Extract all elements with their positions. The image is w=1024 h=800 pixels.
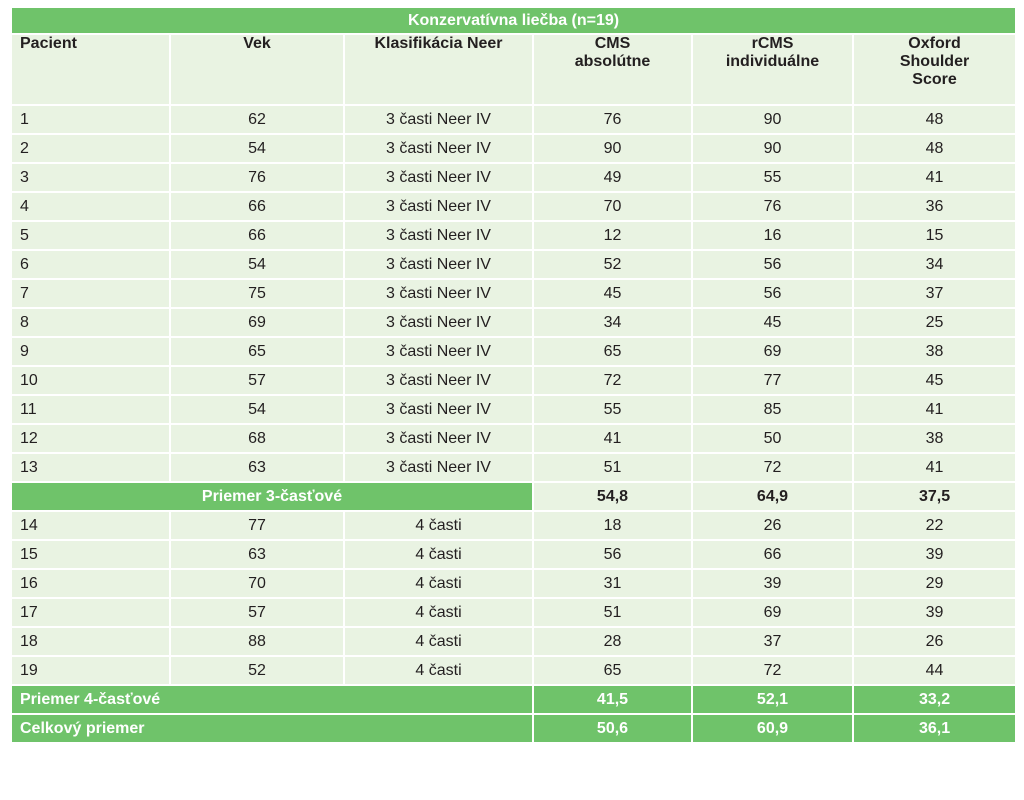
cell-patient: 8 (11, 308, 170, 337)
cell-neer: 3 časti Neer IV (344, 163, 533, 192)
cell-oxford: 39 (853, 540, 1016, 569)
cell-rcms: 66 (692, 540, 853, 569)
cell-cms: 34 (533, 308, 692, 337)
table-row (11, 511, 1016, 540)
cell-cms: 52 (533, 250, 692, 279)
cell-oxford: 25 (853, 308, 1016, 337)
header-rcms-line: individuálne (725, 53, 820, 70)
cell-cms: 31 (533, 569, 692, 598)
cell-age: 52 (170, 656, 344, 685)
subtotal-3part-cms: 54,8 (533, 482, 692, 511)
cell-cms: 51 (533, 598, 692, 627)
cell-neer: 4 časti (344, 511, 533, 540)
cell-rcms: 45 (692, 308, 853, 337)
results-table (10, 6, 1017, 744)
subtotal-4part-oxford: 33,2 (853, 685, 1016, 714)
cell-neer: 3 časti Neer IV (344, 221, 533, 250)
table-row (11, 308, 1016, 337)
header-row (11, 34, 1016, 105)
cell-rcms: 16 (692, 221, 853, 250)
cell-neer: 3 časti Neer IV (344, 395, 533, 424)
table-row (11, 424, 1016, 453)
cell-oxford: 41 (853, 163, 1016, 192)
cell-age: 76 (170, 163, 344, 192)
header-neer: Klasifikácia Neer (344, 34, 533, 105)
cell-patient: 4 (11, 192, 170, 221)
cell-cms: 28 (533, 627, 692, 656)
header-cms-line: CMS (594, 35, 631, 52)
header-patient: Pacient (11, 34, 170, 105)
table-title-row (11, 7, 1016, 34)
table-row (11, 598, 1016, 627)
cell-patient: 17 (11, 598, 170, 627)
header-cms (533, 34, 692, 105)
header-rcms (692, 34, 853, 105)
cell-age: 66 (170, 192, 344, 221)
cell-cms: 72 (533, 366, 692, 395)
cell-rcms: 85 (692, 395, 853, 424)
cell-cms: 12 (533, 221, 692, 250)
table-row (11, 279, 1016, 308)
cell-oxford: 34 (853, 250, 1016, 279)
cell-age: 63 (170, 540, 344, 569)
cell-age: 66 (170, 221, 344, 250)
cell-neer: 4 časti (344, 656, 533, 685)
cell-cms: 90 (533, 134, 692, 163)
table-row (11, 627, 1016, 656)
cell-rcms: 56 (692, 250, 853, 279)
subtotal-4part-rcms: 52,1 (692, 685, 853, 714)
table-row (11, 105, 1016, 134)
cell-age: 63 (170, 453, 344, 482)
header-oxford-line: Oxford (908, 35, 961, 52)
cell-rcms: 72 (692, 656, 853, 685)
cell-neer: 3 časti Neer IV (344, 250, 533, 279)
cell-rcms: 37 (692, 627, 853, 656)
cell-rcms: 69 (692, 337, 853, 366)
cell-oxford: 22 (853, 511, 1016, 540)
cell-rcms: 26 (692, 511, 853, 540)
table-row (11, 366, 1016, 395)
cell-cms: 70 (533, 192, 692, 221)
cell-oxford: 48 (853, 105, 1016, 134)
cell-oxford: 41 (853, 395, 1016, 424)
cell-rcms: 69 (692, 598, 853, 627)
cell-oxford: 45 (853, 366, 1016, 395)
cell-patient: 5 (11, 221, 170, 250)
cell-patient: 19 (11, 656, 170, 685)
cell-oxford: 38 (853, 337, 1016, 366)
cell-age: 57 (170, 598, 344, 627)
cell-neer: 3 časti Neer IV (344, 424, 533, 453)
cell-rcms: 56 (692, 279, 853, 308)
cell-cms: 55 (533, 395, 692, 424)
subtotal-3part-rcms: 64,9 (692, 482, 853, 511)
table-row (11, 395, 1016, 424)
cell-patient: 14 (11, 511, 170, 540)
cell-neer: 4 časti (344, 598, 533, 627)
cell-patient: 18 (11, 627, 170, 656)
cell-patient: 6 (11, 250, 170, 279)
cell-age: 57 (170, 366, 344, 395)
subtotal-4part-label: Priemer 4-časťové (11, 685, 533, 714)
cell-age: 88 (170, 627, 344, 656)
total-row (11, 714, 1016, 743)
subtotal-4part-row (11, 685, 1016, 714)
cell-age: 54 (170, 134, 344, 163)
header-oxford (853, 34, 1016, 105)
cell-age: 69 (170, 308, 344, 337)
table-row (11, 250, 1016, 279)
cell-oxford: 29 (853, 569, 1016, 598)
cell-age: 77 (170, 511, 344, 540)
cell-oxford: 37 (853, 279, 1016, 308)
cell-neer: 3 časti Neer IV (344, 453, 533, 482)
table-row (11, 134, 1016, 163)
cell-neer: 3 časti Neer IV (344, 279, 533, 308)
table-row (11, 163, 1016, 192)
cell-neer: 3 časti Neer IV (344, 337, 533, 366)
cell-age: 70 (170, 569, 344, 598)
cell-cms: 76 (533, 105, 692, 134)
cell-oxford: 39 (853, 598, 1016, 627)
table-row (11, 221, 1016, 250)
subtotal-4part-cms: 41,5 (533, 685, 692, 714)
header-rcms-line: rCMS (751, 35, 794, 52)
cell-oxford: 44 (853, 656, 1016, 685)
cell-neer: 3 časti Neer IV (344, 105, 533, 134)
cell-neer: 3 časti Neer IV (344, 366, 533, 395)
cell-patient: 7 (11, 279, 170, 308)
table-row (11, 192, 1016, 221)
table-title: Konzervatívna liečba (n=19) (11, 7, 1016, 34)
cell-cms: 49 (533, 163, 692, 192)
cell-age: 68 (170, 424, 344, 453)
cell-cms: 45 (533, 279, 692, 308)
cell-neer: 4 časti (344, 627, 533, 656)
cell-patient: 3 (11, 163, 170, 192)
cell-cms: 65 (533, 656, 692, 685)
cell-patient: 11 (11, 395, 170, 424)
cell-neer: 3 časti Neer IV (344, 308, 533, 337)
header-cms-line: absolútne (574, 53, 651, 70)
cell-neer: 4 časti (344, 540, 533, 569)
subtotal-3part-row (11, 482, 1016, 511)
subtotal-3part-oxford: 37,5 (853, 482, 1016, 511)
cell-cms: 51 (533, 453, 692, 482)
cell-cms: 65 (533, 337, 692, 366)
table-row (11, 337, 1016, 366)
cell-rcms: 76 (692, 192, 853, 221)
cell-rcms: 90 (692, 134, 853, 163)
cell-patient: 10 (11, 366, 170, 395)
cell-oxford: 26 (853, 627, 1016, 656)
cell-rcms: 50 (692, 424, 853, 453)
header-oxford-line: Shoulder (899, 53, 970, 70)
table-row (11, 569, 1016, 598)
cell-neer: 3 časti Neer IV (344, 134, 533, 163)
table-row (11, 453, 1016, 482)
cell-oxford: 15 (853, 221, 1016, 250)
cell-patient: 15 (11, 540, 170, 569)
cell-rcms: 72 (692, 453, 853, 482)
cell-oxford: 41 (853, 453, 1016, 482)
cell-patient: 12 (11, 424, 170, 453)
subtotal-3part-label: Priemer 3-časťové (11, 482, 533, 511)
header-age: Vek (170, 34, 344, 105)
total-cms: 50,6 (533, 714, 692, 743)
cell-rcms: 55 (692, 163, 853, 192)
total-oxford: 36,1 (853, 714, 1016, 743)
cell-patient: 2 (11, 134, 170, 163)
cell-age: 54 (170, 395, 344, 424)
cell-rcms: 39 (692, 569, 853, 598)
cell-cms: 18 (533, 511, 692, 540)
cell-neer: 4 časti (344, 569, 533, 598)
table-row (11, 656, 1016, 685)
cell-age: 54 (170, 250, 344, 279)
cell-oxford: 36 (853, 192, 1016, 221)
cell-neer: 3 časti Neer IV (344, 192, 533, 221)
cell-patient: 13 (11, 453, 170, 482)
cell-oxford: 48 (853, 134, 1016, 163)
cell-age: 75 (170, 279, 344, 308)
total-label: Celkový priemer (11, 714, 533, 743)
header-oxford-line: Score (912, 71, 957, 88)
cell-age: 65 (170, 337, 344, 366)
cell-rcms: 90 (692, 105, 853, 134)
cell-cms: 41 (533, 424, 692, 453)
table-row (11, 540, 1016, 569)
cell-rcms: 77 (692, 366, 853, 395)
cell-cms: 56 (533, 540, 692, 569)
total-rcms: 60,9 (692, 714, 853, 743)
cell-age: 62 (170, 105, 344, 134)
cell-patient: 1 (11, 105, 170, 134)
cell-patient: 16 (11, 569, 170, 598)
cell-patient: 9 (11, 337, 170, 366)
cell-oxford: 38 (853, 424, 1016, 453)
